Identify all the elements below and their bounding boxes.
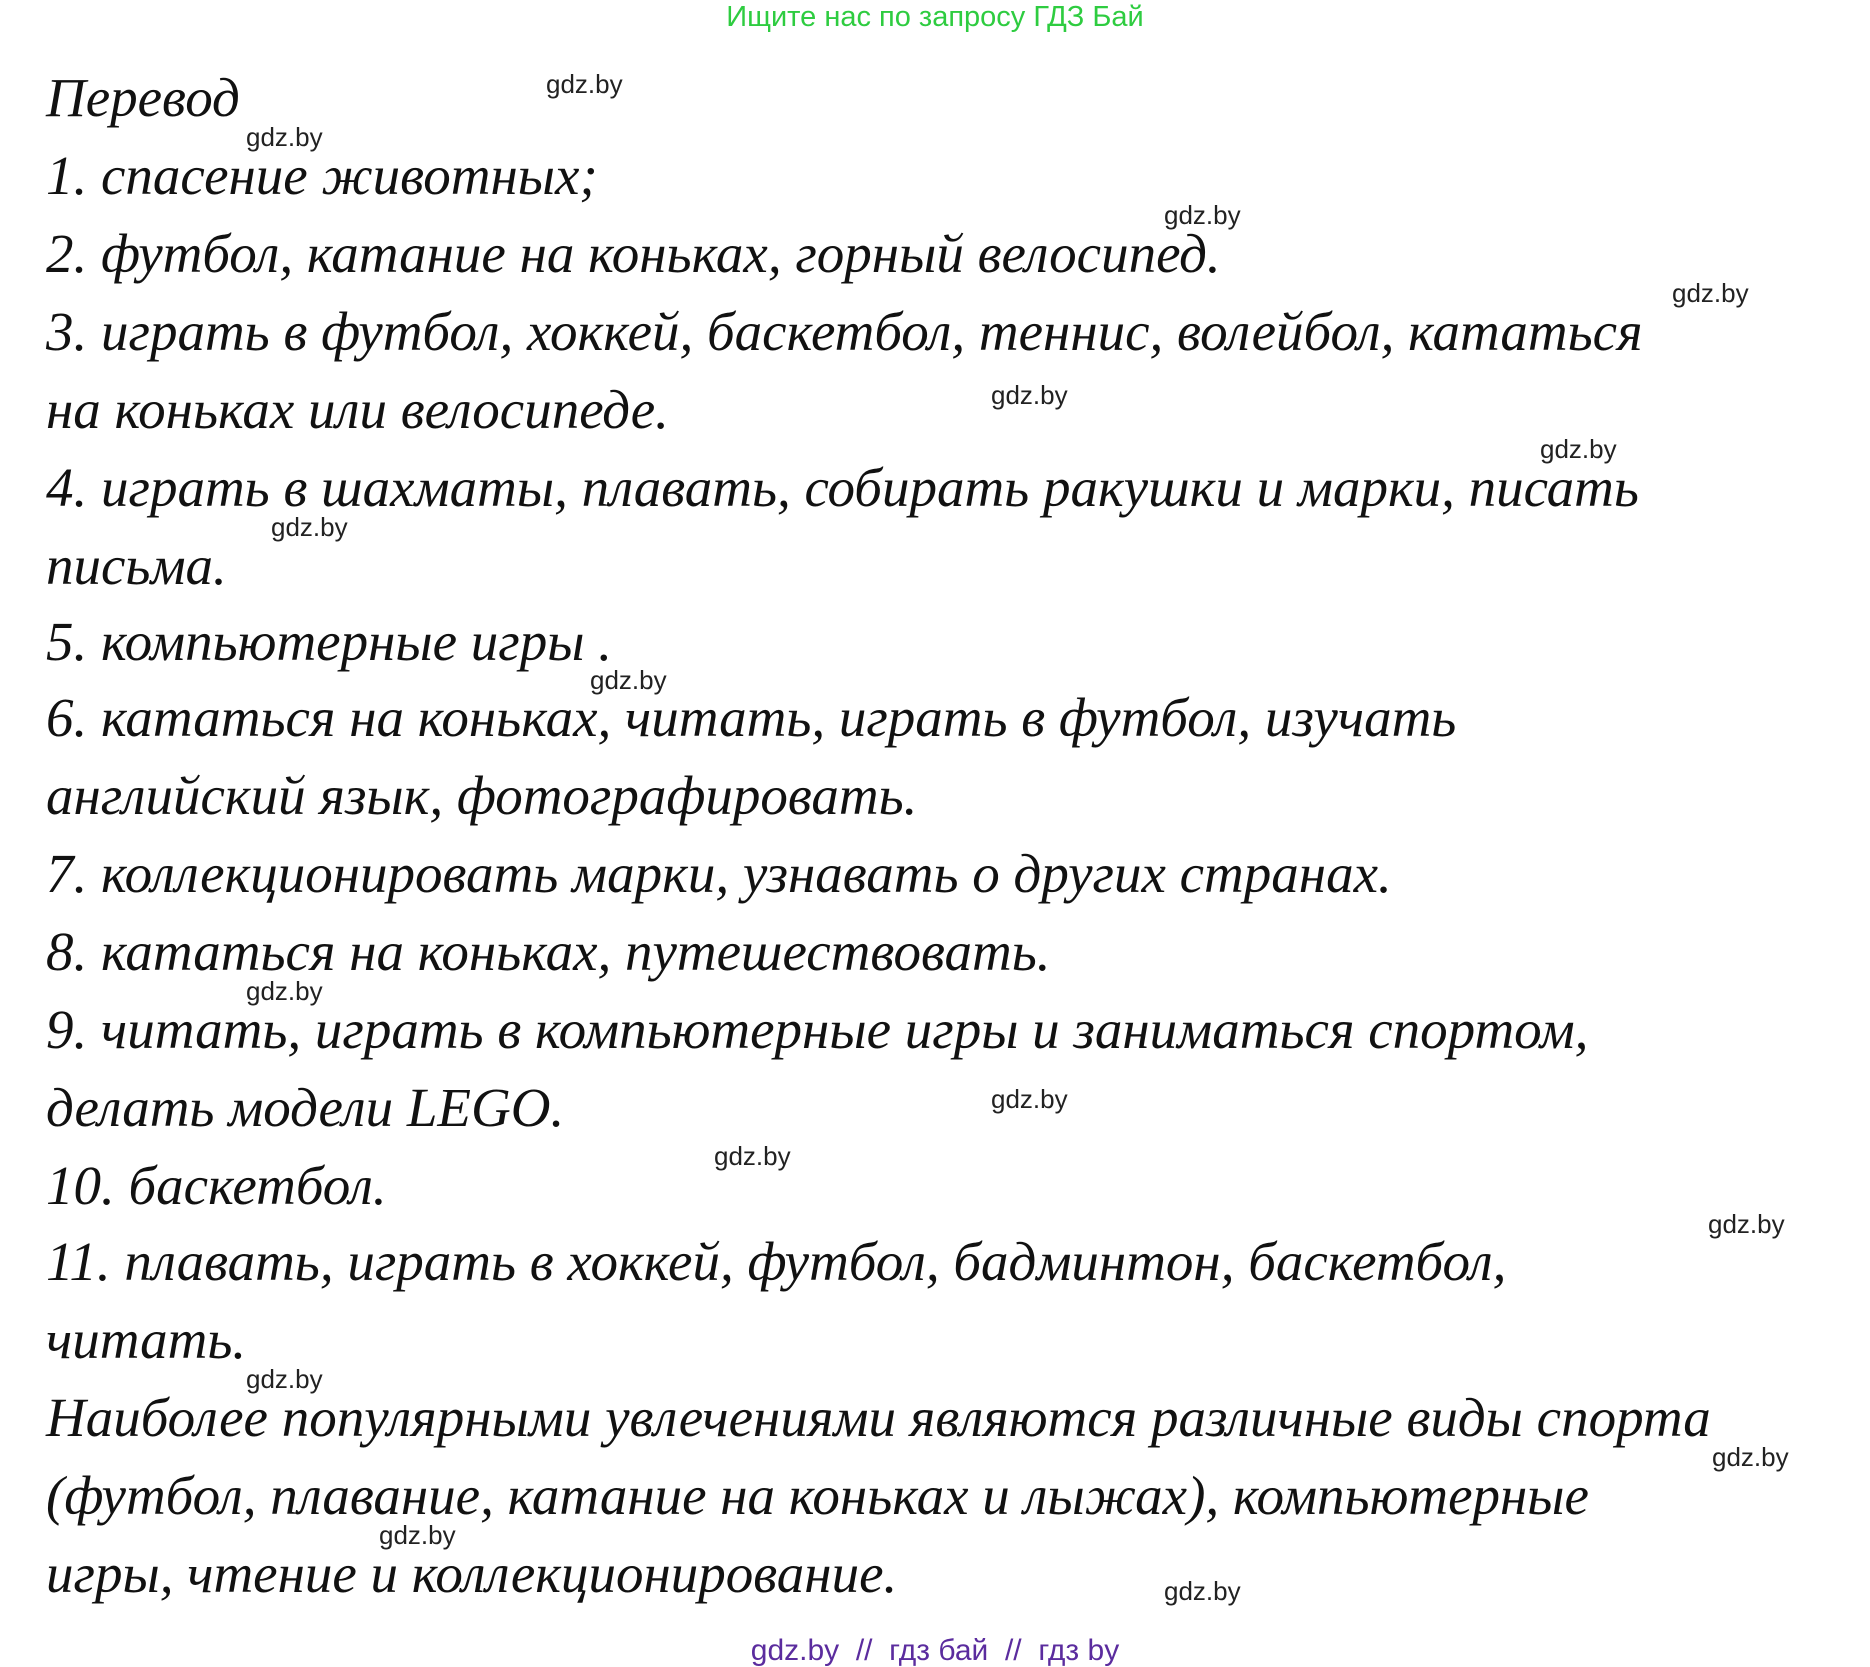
watermark: gdz.by (991, 380, 1068, 410)
text-line: 10. баскетбол. (46, 1155, 387, 1216)
text-line: 1. спасение животных; (46, 145, 598, 206)
watermark: gdz.by (271, 512, 348, 542)
text-line: игры, чтение и коллекционирование. (46, 1543, 898, 1604)
watermark: gdz.by (246, 122, 323, 152)
text-line: читать. (46, 1309, 247, 1370)
text-line: 2. футбол, катание на коньках, горный велосипед. (46, 223, 1221, 284)
heading: Перевод (46, 67, 240, 128)
watermark: gdz.by (1708, 1209, 1785, 1239)
text-line: 8. кататься на коньках, путешествовать. (46, 921, 1051, 982)
watermark: gdz.by (1712, 1442, 1789, 1472)
text-line: 9. читать, играть в компьютерные игры и заниматься спортом, (46, 999, 1589, 1060)
text-line: 4. играть в шахматы, плавать, собирать ракушки и марки, писать (46, 457, 1639, 518)
text-line: Наиболее популярными увлечениями являются различные виды спорта (46, 1387, 1711, 1448)
watermark: gdz.by (1540, 434, 1617, 464)
search-hint-banner: Ищите нас по запросу ГДЗ Бай (726, 1, 1144, 33)
watermark: gdz.by (1164, 1576, 1241, 1606)
watermark: gdz.by (590, 665, 667, 695)
watermark: gdz.by (379, 1520, 456, 1550)
text-line: 5. компьютерные игры . (46, 611, 612, 672)
watermark: gdz.by (1672, 278, 1749, 308)
watermark: gdz.by (246, 1364, 323, 1394)
text-line: письма. (46, 535, 227, 596)
text-line: 6. кататься на коньках, читать, играть в футбол, изучать (46, 687, 1457, 748)
text-line: 7. коллекционировать марки, узнавать о других странах. (46, 843, 1392, 904)
watermark: gdz.by (714, 1141, 791, 1171)
watermark: gdz.by (991, 1084, 1068, 1114)
text-line: делать модели LEGO. (46, 1077, 565, 1138)
watermark: gdz.by (246, 976, 323, 1006)
watermark: gdz.by (546, 69, 623, 99)
text-line: 11. плавать, играть в хоккей, футбол, бадминтон, баскетбол, (46, 1231, 1507, 1292)
text-line: 3. играть в футбол, хоккей, баскетбол, теннис, волейбол, кататься (46, 301, 1643, 362)
text-line: на коньках или велосипеде. (46, 379, 669, 440)
text-line: (футбол, плавание, катание на коньках и лыжах), компьютерные (46, 1465, 1589, 1526)
text-line: английский язык, фотографировать. (46, 765, 918, 826)
watermark: gdz.by (1164, 200, 1241, 230)
footer-links: gdz.by // гдз бай // гдз by (750, 1634, 1120, 1667)
